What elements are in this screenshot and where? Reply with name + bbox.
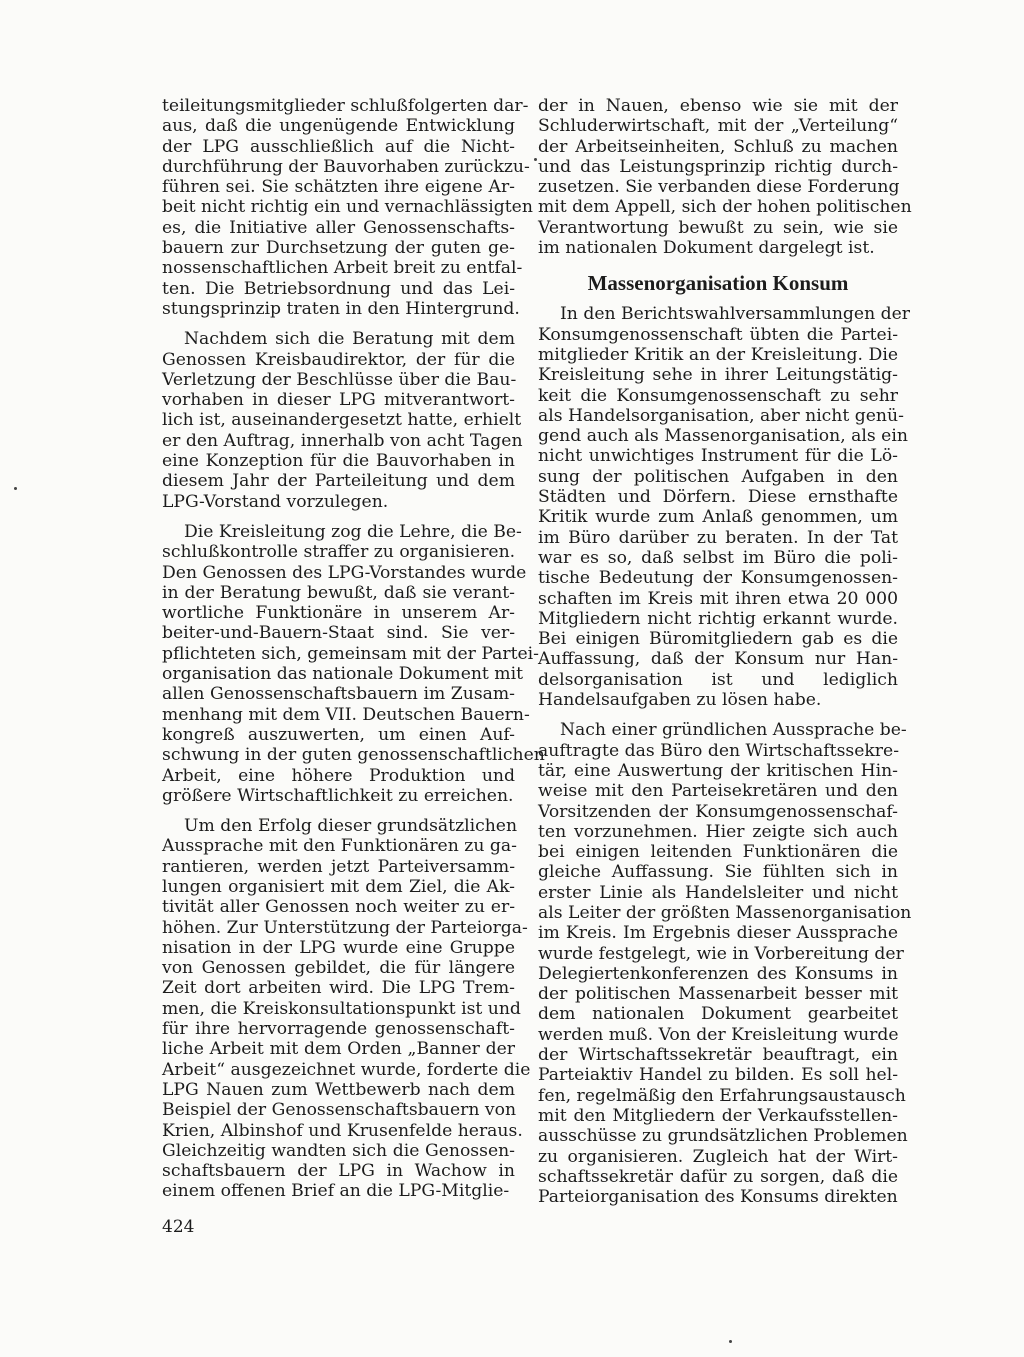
text-line: Zeit dort arbeiten wird. Die LPG Trem- <box>162 978 515 999</box>
text-line: der in Nauen, ebenso wie sie mit der <box>538 96 898 116</box>
text-line: lich ist, auseinandergesetzt hatte, erhielt <box>162 410 522 431</box>
text-line: Bei einigen Büromitgliedern gab es die <box>538 629 898 650</box>
text-line: schlußkontrolle straffer zu organisieren. <box>162 542 516 563</box>
text-line: Verantwortung bewußt zu sein, wie sie <box>538 217 898 238</box>
text-line: schaften im Kreis mit ihren etwa 20 000 <box>538 588 898 609</box>
text-line: Städten und Dörfern. Diese ernsthafte <box>538 487 898 508</box>
scan-speck <box>14 487 17 490</box>
text-line: auftragte das Büro den Wirtschaftssekre- <box>538 740 899 761</box>
text-line: allen Genossenschaftsbauern im Zusam- <box>162 684 515 705</box>
text-line: im nationalen Dokument dargelegt ist. <box>538 238 875 259</box>
text-line: lungen organisiert mit dem Ziel, die Ak- <box>162 876 515 897</box>
text-line: eine Konzeption für die Bauvorhaben in <box>162 451 515 472</box>
text-line: gend auch als Massenorganisation, als ein <box>538 426 908 447</box>
right-column <box>538 96 912 1217</box>
paragraph <box>538 96 912 259</box>
text-line: Kreisleitung sehe in ihrer Leitungstätig- <box>538 365 898 386</box>
text-line: kongreß auszuwerten, um einen Auf- <box>162 724 515 745</box>
text-line: LPG-Vorstand vorzulegen. <box>162 491 389 512</box>
scan-speck <box>534 158 537 161</box>
text-line: nisation in der LPG wurde eine Gruppe <box>162 937 515 958</box>
text-line: rantieren, werden jetzt Parteiversamm- <box>162 856 515 877</box>
text-line: im Büro darüber zu beraten. In der Tat <box>538 527 898 548</box>
text-line: Kritik wurde zum Anlaß genommen, um <box>538 507 898 528</box>
text-line: war es so, daß selbst im Büro die poli- <box>538 547 898 568</box>
text-line: und das Leistungsprinzip richtig durch- <box>538 156 898 177</box>
text-line: Um den Erfolg dieser grundsätzlichen <box>184 816 518 837</box>
text-line: men, die Kreiskonsultationspunkt ist und <box>162 998 521 1019</box>
right-column-top-text <box>538 96 912 259</box>
page-number: 424 <box>162 1217 195 1237</box>
text-line: Arbeit“ ausgezeichnet wurde, forderte die <box>162 1059 531 1080</box>
paragraph <box>162 521 545 806</box>
text-line: zusetzen. Sie verbanden diese Forderung <box>538 177 900 198</box>
text-line: mit den Mitgliedern der Verkaufsstellen- <box>538 1105 898 1126</box>
text-line: ten. Die Betriebsordnung und das Lei- <box>162 278 515 299</box>
text-line: größere Wirtschaftlichkeit zu erreichen. <box>162 785 514 806</box>
paragraph <box>162 816 531 1202</box>
text-line: mitglieder Kritik an der Kreisleitung. Die <box>538 344 898 365</box>
text-line: sung der politischen Aufgaben in den <box>538 466 898 487</box>
right-column-bottom-text <box>538 304 912 1208</box>
text-line: menhang mit dem VII. Deutschen Bauern- <box>162 704 530 725</box>
text-line: Parteiorganisation des Konsums direkten <box>538 1187 898 1208</box>
text-line: Die Kreisleitung zog die Lehre, die Be- <box>184 521 522 542</box>
text-line: beit nicht richtig ein und vernachlässigten <box>162 197 533 218</box>
text-line: der Arbeitseinheiten, Schluß zu machen <box>538 136 898 157</box>
text-line: dem nationalen Dokument gearbeitet <box>538 1004 898 1025</box>
text-line: Genossen Kreisbaudirektor, der für die <box>162 349 515 370</box>
text-line: keit die Konsumgenossenschaft zu sehr <box>538 385 898 406</box>
text-line: ausschüsse zu grundsätzlichen Problemen <box>538 1126 908 1147</box>
text-line: liche Arbeit mit dem Orden „Banner der <box>162 1039 515 1060</box>
text-line: Handelsaufgaben zu lösen habe. <box>538 690 822 711</box>
text-line: diesem Jahr der Parteileitung und dem <box>162 471 515 492</box>
text-line: schaftsbauern der LPG in Wachow in <box>162 1161 515 1182</box>
text-line: aus, daß die ungenügende Entwicklung <box>162 116 515 137</box>
text-line: zu organisieren. Zugleich hat der Wirt- <box>538 1146 898 1167</box>
text-line: ten vorzunehmen. Hier zeigte sich auch <box>538 821 898 842</box>
text-line: tische Bedeutung der Konsumgenossen- <box>538 568 898 589</box>
text-line: Beispiel der Genossenschaftsbauern von <box>162 1100 517 1121</box>
text-line: der Wirtschaftssekretär beauftragt, ein <box>538 1045 898 1066</box>
text-line: delsorganisation ist und lediglich <box>538 669 898 690</box>
paragraph <box>162 96 533 319</box>
text-line: schwung in der guten genossenschaftlichen <box>162 745 545 766</box>
text-line: Nach einer gründlichen Aussprache be- <box>560 720 907 741</box>
text-line: einem offenen Brief an die LPG-Mitglie- <box>162 1181 510 1202</box>
text-line: bauern zur Durchsetzung der guten ge- <box>162 238 515 259</box>
text-line: weise mit den Parteisekretären und den <box>538 781 898 802</box>
text-line: beiter-und-Bauern-Staat sind. Sie ver- <box>162 623 515 644</box>
text-line: es, die Initiative aller Genossenschafts- <box>162 217 515 238</box>
text-line: vorhaben in dieser LPG mitverantwort- <box>162 390 515 411</box>
text-line: als Handelsorganisation, aber nicht genü- <box>538 405 904 426</box>
text-line: der LPG ausschließlich auf die Nicht- <box>162 136 515 157</box>
text-line: er den Auftrag, innerhalb von acht Tagen <box>162 430 523 451</box>
text-line: wortliche Funktionäre in unserem Ar- <box>162 603 515 624</box>
text-line: durchführung der Bauvorhaben zurückzu- <box>162 156 530 177</box>
text-line: werden muß. Von der Kreisleitung wurde <box>538 1024 899 1045</box>
text-line: gleiche Auffassung. Sie fühlten sich in <box>538 862 898 883</box>
paragraph <box>538 720 912 1208</box>
text-line: Konsumgenossenschaft übten die Partei- <box>538 324 898 345</box>
text-line: wurde festgelegt, wie in Vorbereitung der <box>538 943 904 964</box>
text-line: Aussprache mit den Funktionären zu ga- <box>162 836 517 857</box>
text-line: höhen. Zur Unterstützung der Parteiorga- <box>162 917 528 938</box>
text-line: tär, eine Auswertung der kritischen Hin- <box>538 760 898 781</box>
text-line: führen sei. Sie schätzten ihre eigene Ar- <box>162 177 515 198</box>
paragraph <box>162 329 523 512</box>
text-line: mit dem Appell, sich der hohen politischen <box>538 197 912 218</box>
text-line: erster Linie als Handelsleiter und nicht <box>538 882 898 903</box>
text-line: nicht unwichtiges Instrument für die Lö- <box>538 446 898 467</box>
text-line: Krien, Albinshof und Krusenfelde heraus. <box>162 1120 523 1141</box>
text-line: organisation das nationale Dokument mit <box>162 664 524 685</box>
text-line: nossenschaftlichen Arbeit breit zu entfal- <box>162 258 523 279</box>
text-line: als Leiter der größten Massenorganisation <box>538 902 912 923</box>
text-line: In den Berichtswahlversammlungen der <box>560 304 910 325</box>
text-line: Mitgliedern nicht richtig erkannt wurde. <box>538 608 898 629</box>
text-line: Gleichzeitig wandten sich die Genossen- <box>162 1140 515 1161</box>
text-line: für ihre hervorragende genossenschaft- <box>162 1019 515 1040</box>
text-line: pflichteten sich, gemeinsam mit der Partei- <box>162 643 539 664</box>
text-line: Delegiertenkonferenzen des Konsums in <box>538 963 898 984</box>
text-line: tivität aller Genossen noch weiter zu er- <box>162 897 515 918</box>
text-line: Nachdem sich die Beratung mit dem <box>184 329 515 350</box>
text-line: Arbeit, eine höhere Produktion und <box>162 765 515 786</box>
text-line: im Kreis. Im Ergebnis dieser Aussprache <box>538 923 898 944</box>
text-line: der politischen Massenarbeit besser mit <box>538 984 898 1005</box>
text-line: Auffassung, daß der Konsum nur Han- <box>538 649 898 670</box>
text-line: Den Genossen des LPG-Vorstandes wurde <box>162 562 527 583</box>
text-line: Verletzung der Beschlüsse über die Bau- <box>162 369 517 390</box>
text-line: teileitungsmitglieder schlußfolgerten dar- <box>162 96 529 116</box>
text-line: fen, regelmäßig den Erfahrungsaustausch <box>538 1085 906 1106</box>
left-column <box>162 96 545 1212</box>
text-line: stungsprinzip traten in den Hintergrund. <box>162 298 520 319</box>
text-line: LPG Nauen zum Wettbewerb nach dem <box>162 1079 515 1100</box>
text-line: Schluderwirtschaft, mit der „Verteilung“ <box>538 116 898 137</box>
text-line: von Genossen gebildet, die für längere <box>162 958 515 979</box>
text-line: schaftssekretär dafür zu sorgen, daß die <box>538 1166 898 1187</box>
text-line: Parteiaktiv Handel zu bilden. Es soll hel- <box>538 1065 898 1086</box>
text-line: Vorsitzenden der Konsumgenossenschaf- <box>538 801 898 822</box>
text-line: bei einigen leitenden Funktionären die <box>538 842 898 863</box>
scan-speck <box>729 1340 732 1343</box>
section-heading: Massenorganisation Konsum <box>587 271 849 296</box>
paragraph <box>538 304 910 711</box>
text-line: in der Beratung bewußt, daß sie verant- <box>162 582 515 603</box>
